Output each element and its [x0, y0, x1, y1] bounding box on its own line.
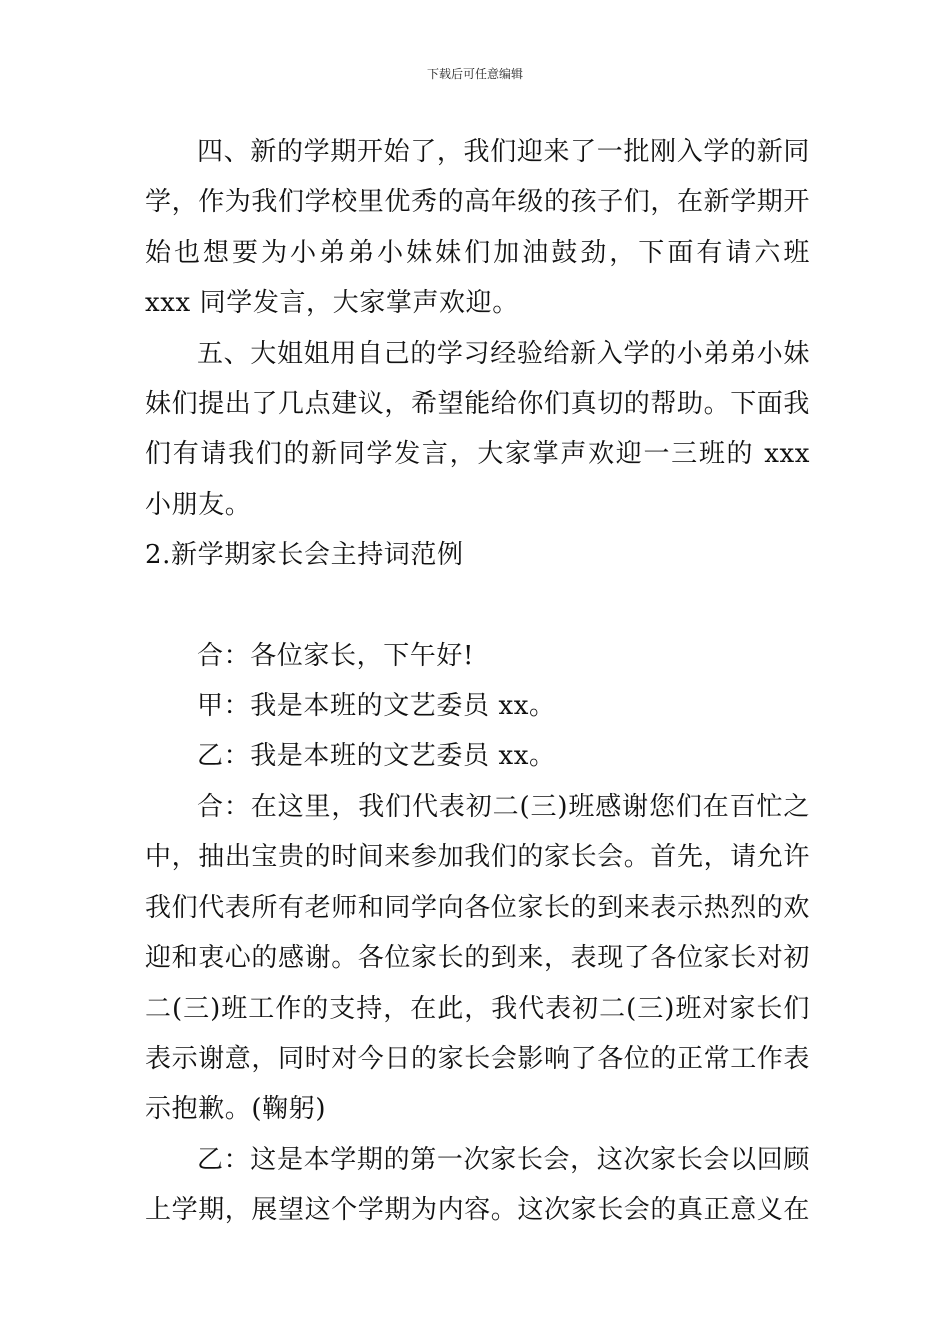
dialogue-line: 合：在这里，我们代表初二(三)班感谢您们在百忙之中，抽出宝贵的时间来参加我们的家长会。首先，请允许我们代表所有老师和同学向各位家长的到来表示热烈的欢迎和衷心的感谢。各位家长的到来，表现了各位家长对初二(三)班工作的支持，在此，我代表初二(三)班对家长们表示谢意，同时对今日的家长会影响了各位的正常工作表示抱歉。(鞠躬)	[145, 791, 811, 1125]
dialogue-line: 合：各位家长，下午好!	[197, 640, 475, 671]
blank-line	[145, 581, 810, 631]
dialogue-line: 乙：我是本班的文艺委员 xx。	[197, 741, 556, 772]
document-body	[145, 127, 810, 1236]
page-header-note: 下载后可任意编辑	[426, 67, 523, 81]
section-heading: 2.新学期家长会主持词范例	[145, 540, 464, 571]
dialogue-line: 乙：这是本学期的第一次家长会，这次家长会以回顾上学期，展望这个学期为内容。这次家长会的真正意义在	[145, 1144, 811, 1226]
paragraph-four: 四、新的学期开始了，我们迎来了一批刚入学的新同学，作为我们学校里优秀的高年级的孩子们，在新学期开始也想要为小弟弟小妹妹们加油鼓劲，下面有请六班 xxx 同学发言，大家掌声欢迎。	[145, 137, 811, 319]
paragraph-five: 五、大姐姐用自己的学习经验给新入学的小弟弟小妹妹们提出了几点建议，希望能给你们真切的帮助。下面我们有请我们的新同学发言，大家掌声欢迎一三班的 xxx 小朋友。	[145, 338, 811, 520]
dialogue-line: 甲：我是本班的文艺委员 xx。	[197, 691, 556, 722]
